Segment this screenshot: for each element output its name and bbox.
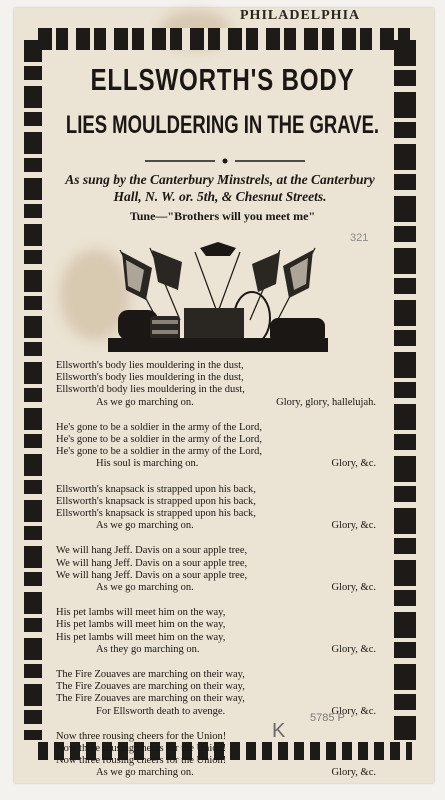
verse-closing-line: [56, 582, 376, 594]
verse: [56, 360, 376, 409]
verse-line: His pet lambs will meet him on the way,: [56, 607, 226, 619]
tune-line: Tune—"Brothers will you meet me": [129, 209, 316, 223]
ornamental-border-top: [38, 28, 412, 50]
refrain-line: As we go marching on.: [96, 767, 194, 779]
verse-line: We will hang Jeff. Davis on a sour apple tree,: [56, 557, 248, 569]
song-title: ELLSWORTH'S BODY: [90, 62, 355, 97]
refrain-line: As we go marching on.: [96, 520, 194, 532]
verse-line: The Fire Zouaves are marching on their way,: [56, 681, 245, 693]
song-subtitle: LIES MOULDERING IN THE GRAVE.: [65, 111, 380, 139]
pencil-annotation-top: 321: [350, 232, 369, 244]
song-verses: [56, 360, 376, 793]
verse-line: He's gone to be a soldier in the army of the Lord,: [56, 421, 263, 433]
chorus-cue: Glory, &c.: [331, 643, 376, 655]
refrain-line: As they go marching on.: [96, 643, 200, 655]
verse-closing-line: [56, 767, 376, 779]
ornamental-border-left: [24, 40, 42, 740]
chorus-cue: Glory, &c.: [331, 458, 376, 470]
verse-line: We will hang Jeff. Davis on a sour apple tree,: [56, 569, 248, 581]
military-trophy-woodcut: [100, 240, 335, 358]
ornamental-border-right: [394, 40, 416, 740]
verse-line: Ellsworth's knapsack is strapped upon his back,: [56, 483, 256, 495]
verse-line: The Fire Zouaves are marching on their way,: [56, 693, 245, 705]
verse: [56, 484, 376, 533]
verse-line: Now three rousing cheers for the Union!: [56, 755, 227, 767]
refrain-line: His soul is marching on.: [96, 458, 199, 470]
chorus-cue: Glory, glory, hallelujah.: [276, 396, 376, 408]
chorus-cue: Glory, &c.: [331, 705, 376, 717]
performance-credit: As sung by the Canterbury Minstrels, at the Canterbury Hall, N. W. or. 5th, & Chesnut Streets.: [65, 172, 375, 204]
refrain-line: For Ellsworth death to avenge.: [96, 705, 226, 717]
verse-line: His pet lambs will meet him on the way,: [56, 619, 226, 631]
verse-line: Now three rousing cheers for the Union!: [56, 730, 227, 742]
verse: [56, 669, 376, 718]
verse-line: Ellsworth'd body lies mouldering in the dust,: [56, 384, 245, 396]
verse-line: We will hang Jeff. Davis on a sour apple tree,: [56, 545, 248, 557]
chorus-cue: Glory, &c.: [331, 520, 376, 532]
pencil-mark: K: [272, 720, 286, 742]
divider-rule: [145, 158, 305, 164]
chorus-cue: Glory, &c.: [331, 767, 376, 779]
verse-line: Now three rousing cheers for the Union!: [56, 743, 227, 755]
refrain-line: As we go marching on.: [96, 582, 194, 594]
verse-line: The Fire Zouaves are marching on their way,: [56, 669, 245, 681]
pencil-annotation-bottom: 5785 P: [310, 712, 345, 724]
city-heading: PHILADELPHIA: [240, 8, 361, 23]
refrain-line: As we go marching on.: [96, 396, 194, 408]
verse: [56, 545, 376, 594]
verse-line: He's gone to be a soldier in the army of the Lord,: [56, 446, 263, 458]
verse-closing-line: [56, 458, 376, 470]
verse: [56, 607, 376, 656]
verse: [56, 422, 376, 471]
verse-line: Ellsworth's knapsack is strapped upon his back,: [56, 495, 256, 507]
verse-line: Ellsworth's knapsack is strapped upon his back,: [56, 508, 256, 520]
verse-line: Ellsworth's body lies mouldering in the dust,: [56, 372, 244, 384]
verse-line: He's gone to be a soldier in the army of the Lord,: [56, 434, 263, 446]
verse-closing-line: [56, 520, 376, 532]
verse: [56, 731, 376, 780]
verse-line: His pet lambs will meet him on the way,: [56, 631, 226, 643]
chorus-cue: Glory, &c.: [331, 582, 376, 594]
verse-closing-line: [56, 397, 376, 409]
verse-closing-line: [56, 644, 376, 656]
verse-line: Ellsworth's body lies mouldering in the dust,: [56, 360, 244, 371]
